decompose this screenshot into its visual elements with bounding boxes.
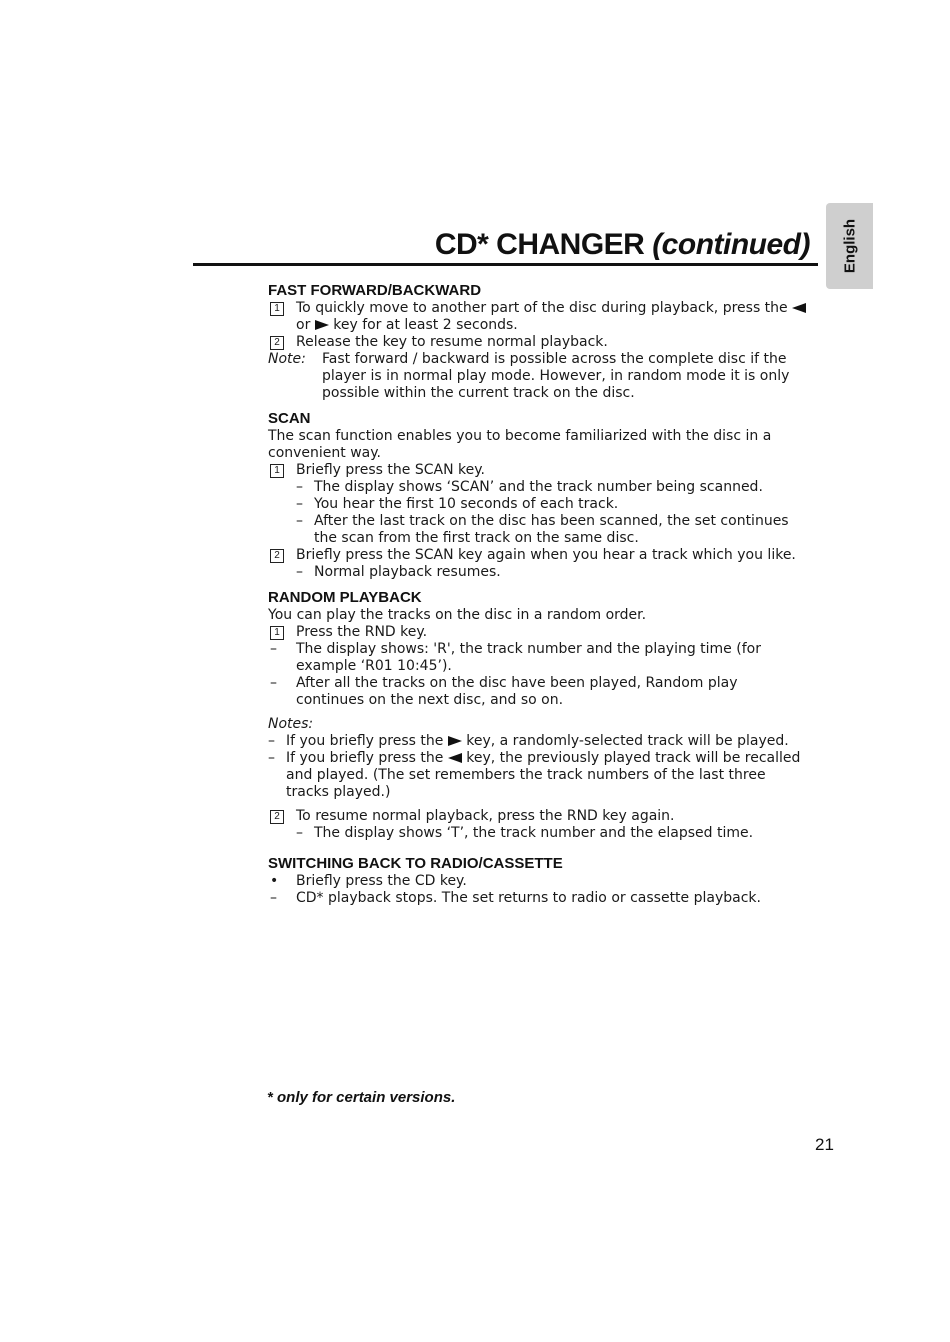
section-heading-random: RANDOM PLAYBACK: [268, 589, 422, 606]
section-heading-scan: SCAN: [268, 410, 311, 427]
right-arrow-icon: [315, 320, 329, 330]
notes-label: Notes:: [268, 716, 314, 732]
left-arrow-icon: [792, 303, 806, 313]
random-note-1-text-a: If you briefly press the: [286, 733, 444, 749]
ffb-step-1-text-a: To quickly move to another part of the disc during playback, press the: [296, 300, 788, 316]
title-continued: (continued): [652, 228, 810, 261]
step-number-box: 2: [270, 549, 284, 563]
page-number: 21: [815, 1135, 834, 1154]
switch-bullet-1: • Briefly press the CD key.: [268, 873, 808, 890]
random-note-2: [268, 750, 808, 801]
random-intro: You can play the tracks on the disc in a random order.: [268, 607, 647, 623]
random-step-2-text: To resume normal playback, press the RND key again.: [296, 808, 675, 824]
scan-sub-1: – The display shows ‘SCAN’ and the track number being scanned.: [268, 479, 808, 496]
scan-sub-4: – Normal playback resumes.: [268, 564, 808, 581]
header-rule: [193, 263, 818, 266]
right-arrow-icon: [448, 736, 462, 746]
scan-step-2-text: Briefly press the SCAN key again when you hear a track which you like.: [296, 547, 796, 563]
step-number-box: 1: [270, 302, 284, 316]
ffb-step-2: [268, 334, 808, 351]
ffb-step-2-text: Release the key to resume normal playback.: [296, 334, 608, 350]
random-sub-1: – The display shows ‘T’, the track number and the elapsed time.: [268, 825, 808, 842]
section-heading-fast-forward: FAST FORWARD/BACKWARD: [268, 282, 482, 299]
language-tab-label: English: [841, 218, 858, 274]
ffb-note: [268, 351, 808, 402]
random-dash-1: – The display shows: 'R', the track number and the playing time (for example ‘R01 10:45’).: [268, 641, 808, 675]
random-dash-2: – After all the tracks on the disc have been played, Random play continues on the next disc, and so on.: [268, 675, 808, 709]
scan-sub-2: – You hear the first 10 seconds of each track.: [268, 496, 808, 513]
title-main: CD* CHANGER: [434, 228, 645, 261]
step-number-box: 1: [270, 626, 284, 640]
random-step-1-text: Press the RND key.: [296, 624, 428, 640]
random-note-1: [268, 733, 808, 750]
scan-intro: The scan function enables you to become familiarized with the disc in a convenient way.: [268, 428, 772, 461]
random-note-2-text-b: key, the previously played track will be recalled and played. (The set remembers the track numbers of the last three tracks played.): [286, 750, 801, 800]
random-step-2: [268, 808, 808, 825]
scan-sub-3: – After the last track on the disc has been scanned, the set continues the scan from the first track on the same disc.: [268, 513, 808, 547]
random-note-1-text-b: key, a randomly-selected track will be played.: [466, 733, 789, 749]
ffb-step-1-text-b: key for at least 2 seconds.: [333, 317, 518, 333]
ffb-step-1: [268, 300, 808, 334]
scan-step-1: [268, 462, 808, 479]
step-number-box: 2: [270, 336, 284, 350]
language-tab: [826, 203, 873, 289]
scan-step-2: [268, 547, 808, 564]
note-label: Note:: [268, 351, 306, 367]
switch-dash-1: – CD* playback stops. The set returns to radio or cassette playback.: [268, 890, 808, 907]
step-number-box: 2: [270, 810, 284, 824]
random-step-1: [268, 624, 808, 641]
left-arrow-icon: [448, 753, 462, 763]
main-content: [268, 281, 808, 907]
page-title: [400, 228, 810, 262]
section-heading-switching: SWITCHING BACK TO RADIO/CASSETTE: [268, 855, 563, 872]
step-number-box: 1: [270, 464, 284, 478]
scan-step-1-text: Briefly press the SCAN key.: [296, 462, 485, 478]
ffb-step-1-or: or: [296, 317, 311, 333]
ffb-note-text: Fast forward / backward is possible across the complete disc if the player is in normal play mode. However, in random mode it is only possible within the current track on the disc.: [322, 351, 790, 401]
random-note-2-text-a: If you briefly press the: [286, 750, 444, 766]
footnote: * only for certain versions.: [267, 1089, 456, 1106]
